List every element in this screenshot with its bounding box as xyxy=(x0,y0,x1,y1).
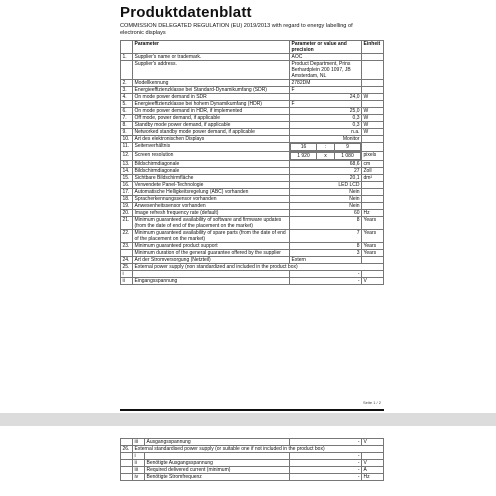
row-unit: cm xyxy=(362,161,384,168)
row-number: 22. xyxy=(121,230,133,243)
subrow-value: - xyxy=(290,278,362,285)
page-title: Produktdatenblatt xyxy=(120,4,252,21)
row-label: Minimum guaranteed availability of software and firmware updates (from the date of end of the placement on the market) xyxy=(133,217,290,230)
row-label: Sichtbare Bildschirmfläche xyxy=(133,175,290,182)
row-unit xyxy=(362,196,384,203)
row-value: 8 xyxy=(290,243,362,250)
row-unit: W xyxy=(362,94,384,101)
table-row xyxy=(121,54,384,61)
row-number: 15. xyxy=(121,175,133,182)
row-value: Product Department, Prins Berhardplein 200 1097, JB Amsterdam, NL xyxy=(290,61,362,80)
row-number: 18. xyxy=(121,196,133,203)
row-value-pair xyxy=(290,143,362,152)
row-value-pair xyxy=(290,152,362,161)
table-subrow xyxy=(121,460,384,467)
table-row xyxy=(121,143,384,152)
table-subrow xyxy=(121,271,384,278)
row-number-blank xyxy=(121,467,133,474)
row-number: 24. xyxy=(121,257,133,264)
subrow-unit: V xyxy=(362,439,384,446)
subrow-numeral: i xyxy=(133,453,145,460)
subrow-value: - xyxy=(290,453,362,460)
row-value: 24,0 xyxy=(290,94,362,101)
row-value: 60 xyxy=(290,210,362,217)
row-number: 4. xyxy=(121,94,133,101)
row-label: Minimum guaranteed product support xyxy=(133,243,290,250)
row-number xyxy=(121,61,133,80)
row-number-blank xyxy=(121,453,133,460)
row-unit xyxy=(362,136,384,143)
row-unit xyxy=(362,101,384,108)
row-number: 2. xyxy=(121,80,133,87)
row-number: 16. xyxy=(121,182,133,189)
datasheet-page-2 xyxy=(0,426,496,496)
row-label: Supplier's address. xyxy=(133,61,290,80)
row-unit: Years xyxy=(362,243,384,250)
header-no-cell xyxy=(121,41,133,54)
subrow-label: Required delivered current (minimum) xyxy=(145,467,290,474)
row-unit xyxy=(362,257,384,264)
value-right: 1 080 xyxy=(335,153,361,160)
row-label: Supplier's name or trademark. xyxy=(133,54,290,61)
table-row xyxy=(121,136,384,143)
row-label: Networked standby mode power demand, if applicable xyxy=(133,129,290,136)
row-number: 14. xyxy=(121,168,133,175)
table-subrow xyxy=(121,439,384,446)
row-number-blank xyxy=(121,474,133,481)
header-value: Parameter or value and precision xyxy=(290,41,362,54)
table-row xyxy=(121,196,384,203)
value-left: 1 920 xyxy=(291,153,317,160)
row-value: 2782DM xyxy=(290,80,362,87)
subrow-numeral: iii xyxy=(133,467,145,474)
subrow-unit xyxy=(362,271,384,278)
row-unit: pixels xyxy=(362,152,384,161)
table-row-section-25 xyxy=(121,264,384,271)
table-row xyxy=(121,250,384,257)
table-row xyxy=(121,168,384,175)
row-unit xyxy=(362,80,384,87)
subrow-numeral: iv xyxy=(133,474,145,481)
subrow-label: Ausgangsspannung xyxy=(145,439,290,446)
row-number: 3. xyxy=(121,87,133,94)
header-parameter: Parameter xyxy=(133,41,290,54)
row-label: Spracherkennungssensor vorhanden xyxy=(133,196,290,203)
row-number: 20. xyxy=(121,210,133,217)
table-row xyxy=(121,203,384,210)
subrow-numeral: i xyxy=(121,271,133,278)
table-row xyxy=(121,257,384,264)
row-number: 10. xyxy=(121,136,133,143)
row-label: Bildschirmdiagonale xyxy=(133,168,290,175)
row-value: Nein xyxy=(290,189,362,196)
row-number: 11. xyxy=(121,143,133,152)
row-unit xyxy=(362,87,384,94)
row-number-blank xyxy=(121,460,133,467)
row-value: 20,1 xyxy=(290,175,362,182)
row-value: AOC xyxy=(290,54,362,61)
row-label: Anwesenheitssensor vorhanden xyxy=(133,203,290,210)
row-number: 8. xyxy=(121,122,133,129)
row-number: 7. xyxy=(121,115,133,122)
subrow-value: - xyxy=(290,467,362,474)
subrow-unit: Hz xyxy=(362,474,384,481)
table-row xyxy=(121,161,384,168)
row-unit: W xyxy=(362,108,384,115)
page-bottom-bar xyxy=(120,409,384,411)
table-subrow xyxy=(121,453,384,460)
table-row xyxy=(121,94,384,101)
table-row xyxy=(121,80,384,87)
table-row xyxy=(121,175,384,182)
row-label: Off mode, power demand, if applicable xyxy=(133,115,290,122)
row-number: 5. xyxy=(121,101,133,108)
row-value: Nein xyxy=(290,203,362,210)
row-unit: dm² xyxy=(362,175,384,182)
row-number: 21. xyxy=(121,217,133,230)
subrow-value: - xyxy=(290,474,362,481)
row-label: Standby mode power demand, if applicable xyxy=(133,122,290,129)
subrow-value: - xyxy=(290,460,362,467)
row-unit: Hz xyxy=(362,210,384,217)
row-label: Modellkennung xyxy=(133,80,290,87)
row-label: Energieeffizienzklasse bei Standard-Dynamikumfang (SDR) xyxy=(133,87,290,94)
table-subrow xyxy=(121,474,384,481)
row-label: Verwendete Panel-Technologie xyxy=(133,182,290,189)
row-value: 7 xyxy=(290,230,362,243)
value-separator: : xyxy=(317,144,335,151)
row-number: 13. xyxy=(121,161,133,168)
subrow-label: Eingangsspannung xyxy=(133,278,290,285)
row-label: Energieeffizienzklasse bei hohem Dynamikumfang (HDR) xyxy=(133,101,290,108)
row-number: 1. xyxy=(121,54,133,61)
row-value: F xyxy=(290,101,362,108)
subrow-unit: A xyxy=(362,467,384,474)
row-unit xyxy=(362,182,384,189)
table-header-row xyxy=(121,41,384,54)
table-subrow xyxy=(121,278,384,285)
row-label: Art der Stromversorgung (Netzteil) xyxy=(133,257,290,264)
row-label: On mode power demand in SDR xyxy=(133,94,290,101)
subrow-unit: V xyxy=(362,278,384,285)
subrow-numeral: iii xyxy=(133,439,145,446)
table-row xyxy=(121,189,384,196)
table-row xyxy=(121,129,384,136)
table-row xyxy=(121,243,384,250)
row-label: Minimum duration of the general guarantee offered by the supplier xyxy=(133,250,290,257)
header-unit: Einheit xyxy=(362,41,384,54)
row-value: 27 xyxy=(290,168,362,175)
row-number: 9. xyxy=(121,129,133,136)
subrow-label xyxy=(145,453,290,460)
row-number xyxy=(121,250,133,257)
row-label: On mode power demand in HDR, if implemented xyxy=(133,108,290,115)
value-pair-grid xyxy=(290,152,361,160)
page-gap xyxy=(0,413,496,426)
row-unit: Years xyxy=(362,230,384,243)
row-label: Automatische Helligkeitsregelung (ABC) vorhanden xyxy=(133,189,290,196)
subrow-label: Benötigte Stromfrequenz xyxy=(145,474,290,481)
row-label: Art des elektronischen Displays xyxy=(133,136,290,143)
subrow-numeral: ii xyxy=(121,278,133,285)
row-label: External standardised power supply (or suitable one if not included in the product box) xyxy=(133,446,384,453)
table-row xyxy=(121,152,384,161)
subrow-label xyxy=(133,271,290,278)
table-row xyxy=(121,217,384,230)
row-unit: Zoll xyxy=(362,168,384,175)
table-row xyxy=(121,87,384,94)
table-row xyxy=(121,122,384,129)
row-number: 17. xyxy=(121,189,133,196)
subrow-numeral: ii xyxy=(133,460,145,467)
row-value: 8 xyxy=(290,217,362,230)
value-separator: x xyxy=(317,153,335,160)
regulation-subtitle: COMMISSION DELEGATED REGULATION (EU) 2019/2013 with regard to energy labelling of electronic displays xyxy=(120,23,353,36)
row-number: 12. xyxy=(121,152,133,161)
subrow-unit xyxy=(362,453,384,460)
table-row xyxy=(121,108,384,115)
value-pair-grid xyxy=(290,143,361,151)
row-value: 25,0 xyxy=(290,108,362,115)
row-unit: Years xyxy=(362,217,384,230)
row-value: 3 xyxy=(290,250,362,257)
row-unit xyxy=(362,203,384,210)
row-number: 19. xyxy=(121,203,133,210)
row-label: External power supply (non standardized and included in the product box) xyxy=(133,264,384,271)
subrow-value: - xyxy=(290,271,362,278)
row-value: LED LCD xyxy=(290,182,362,189)
row-label: Screen resolution xyxy=(133,152,290,161)
row-value: Extern xyxy=(290,257,362,264)
row-unit: Years xyxy=(362,250,384,257)
row-number: 6. xyxy=(121,108,133,115)
row-unit: W xyxy=(362,122,384,129)
page-number: Seite 1 / 2 xyxy=(362,400,381,405)
table-row xyxy=(121,101,384,108)
table-row xyxy=(121,230,384,243)
table-row xyxy=(121,182,384,189)
table-row xyxy=(121,61,384,80)
row-unit xyxy=(362,189,384,196)
row-unit xyxy=(362,54,384,61)
row-value: F xyxy=(290,87,362,94)
value-left: 16 xyxy=(291,144,317,151)
table-row xyxy=(121,115,384,122)
row-value: 68,6 xyxy=(290,161,362,168)
row-value: Nein xyxy=(290,196,362,203)
table-subrow xyxy=(121,467,384,474)
datasheet-table xyxy=(120,40,384,285)
row-value: 0,3 xyxy=(290,122,362,129)
subrow-unit: V xyxy=(362,460,384,467)
table-row xyxy=(121,210,384,217)
row-label: Bildschirmdiagonale xyxy=(133,161,290,168)
row-unit xyxy=(362,61,384,80)
subrow-value: - xyxy=(290,439,362,446)
row-number: 25. xyxy=(121,264,133,271)
datasheet-table-continued xyxy=(120,438,384,481)
row-number-blank xyxy=(121,439,133,446)
row-label: Image refresh frequency rate (default) xyxy=(133,210,290,217)
table-row-section-26 xyxy=(121,446,384,453)
row-number: 26. xyxy=(121,446,133,453)
row-label: Minimum guaranteed availability of spare parts (from the date of end of the placement on the market) xyxy=(133,230,290,243)
row-value: Monitor xyxy=(290,136,362,143)
value-right: 9 xyxy=(335,144,361,151)
row-unit: W xyxy=(362,115,384,122)
row-unit xyxy=(362,143,384,152)
row-value: n.a. xyxy=(290,129,362,136)
row-unit: W xyxy=(362,129,384,136)
row-label: Seitenverhältnis xyxy=(133,143,290,152)
row-value: 0,3 xyxy=(290,115,362,122)
subrow-label: Benötigte Ausgangsspannung xyxy=(145,460,290,467)
row-number: 23. xyxy=(121,243,133,250)
